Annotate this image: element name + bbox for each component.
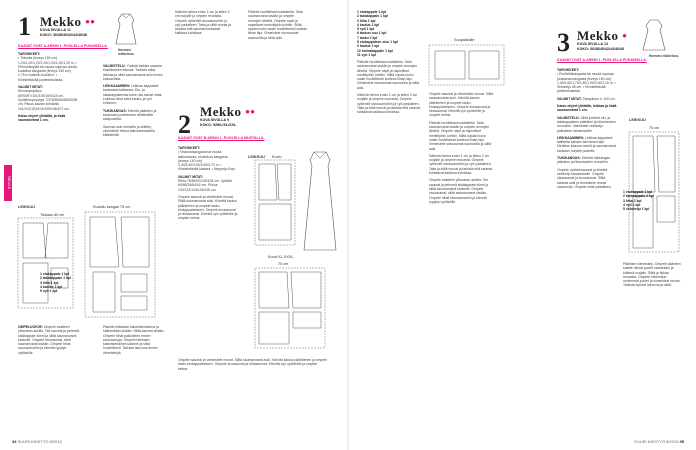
pattern2-layout-b: [255, 268, 325, 348]
pattern2-dress-sketch: [300, 150, 340, 255]
pattern3-col-b: Pääntien viimeistely: Ompele pääntien kaitale oikeat puolet vastakkain ja käännä nurjalle. Silitä ja tikkaa reunasta. Ompele vetoketjun molemmat puolet ja viimeistele helma. Tarkista lopuksi istuvuus ja silitä.: [623, 262, 681, 288]
pattern3-title: Mekko •: [577, 28, 628, 43]
piece-item: 10 helmakappale 1 kpl: [357, 48, 393, 53]
pattern1-sheet-link[interactable]: KAAVAT OVAT A-ARKIN 1. PUOLELLA PUNAISELLA.: [18, 44, 108, 48]
pattern1-col-b: VALMISTELU: Yhdistä kaikkia osaosia keskikohtien kanssa. Tarkista mitat, leikkaa ja silitä saumanvarat auki ennen kokoamista. LEIKKAAMINEN: Leikkaa kappaleet kankaasta taitteesta. Etu- ja takakappaleessa tulee olla samat mitat. Leikkaa hihat sekä kaulus ja vyö erikseen. TUKIKANGAS: Kiinnitä pääntien ja kaulustan juotteeseen silittämällä sisäpuolelta. Saumat ovat ommeltu ja silitetty; viimeistele helma kaksinkertaisella käänteellä.: [103, 64, 163, 138]
piece-item: 6 taskun suu 1 kpl: [357, 31, 387, 36]
pattern3-kuva: KUVA SIVULLA 13: [577, 42, 609, 46]
pattern1-layout-b: [85, 212, 155, 317]
pattern3-pieces: [623, 190, 665, 211]
pattern1-tikkaus-label: Tikkaus 60 cm: [40, 213, 65, 217]
piece-item: 2 takakappale 2 kpl: [623, 194, 654, 199]
pattern3-sheet-link[interactable]: KAAVAT OVAT A-ARKIN 1. PUOLELLA PUNAISELLA.: [557, 58, 647, 62]
pattern1-title: Mekko ••: [40, 14, 96, 29]
pattern1-leikkuu-label: LEIKKUU: [18, 205, 35, 209]
right-footer: SUURI KÄSITYÖ 8/2015 35: [634, 439, 684, 444]
piece-item: 3 hiha 1 kpl: [357, 18, 376, 23]
pattern2-ompelu-bottom: Ompele saumat ja viimeistele reunat. Silitä saumanvarat auki. Kiinnitä kaulus pääntiehen ja ompele tasku etukappaleeseen. Ompele sivusaumat ja hihasaumat. Kiinnitä vyö vyötärölle ja ompele helma.: [178, 358, 327, 371]
pattern1-kuva: KUVA SIVULLA 11: [40, 28, 71, 32]
pattern1-col-c: Pääntie leikataan kaksinkertaisena ja käännetään sisään. Silitä saumat sisään. Ompele hihat paikoilleen ennen sivusaumoja. Ompele helmaan kaksinkertainen käänne ja silitä huolellisesti. Tarkista istuvuus ennen viimeistelyä.: [103, 325, 165, 355]
piece-item: 4 kaulus 1 kpl: [357, 22, 380, 27]
piece-item: 5 vetoketju 1 kpl: [623, 207, 650, 212]
pattern1-col-a: TARVIKKEET: • Trikoota (leveys 150 cm) 1,20/1,20/1,20/1,20/1,20/1,20/1,20 m. • Pehmeämpää tai muuta sopivaa ohutta kudottua kangasta (leveys 150 cm) 1,75 m kaikkiin kokoihin. • Kiinnitettävää juotteenkaistaa. VALMIIT MITAT: Rinnanympärys 89/93/97/101/105/109/115 cm. Vyötärönympärys 72/76/80/84/88/92/98 cm. Pituus kaulan kohdalta 101/102/103/104/105/106/107 cm. Katso ohjeet ylhäältä, ja lisää saumanvarat 1 cm.: [18, 52, 78, 123]
piece-item: 2 takakappale 1 kpl: [357, 14, 388, 19]
pattern2-layout-a: [255, 160, 295, 245]
pattern3-width-label: 75 cm: [649, 126, 660, 130]
piece-item: 5 vyö 1 kpl: [40, 289, 58, 294]
pattern1-kudullu-label: Kudullu kangas 75 cm: [93, 205, 131, 209]
pattern2-kuva: KUVA SIVULLA 9: [200, 118, 230, 122]
pattern2-col-a: TARVIKKEET: • Viskoosikangasta tai muuta laskeutuvaa, ohuehkoa kangasta (leveys 140 cm) 3,40/3,40/3,50/3,50/3,70 m. • Kiinnitettävää kaistaa. • Neppeja 8 kpl. VALMIIT MITAT: Rinta 76/84/92/100/108 cm. Vyötärö 60/68/76/84/92 cm. Pituus 120/122/124/126/128 cm. Ompele saumat ja viimeistele reunat. Silitä saumanvarat auki. Kiinnitä kaulus pääntiehen ja ompele tasku etukappaleeseen. Ompele sivusaumat ja hihasaumat. Kiinnitä vyö vyötärölle ja ompele helma.: [178, 146, 238, 221]
col-continued: Käännä helma ensin 1 cm ja sitten 2 cm nurjalle ja ompele reunasta. Ompele vyölenkit sivusaumoihin ja vyö paikalleen. Taita ja silitä reunat ja tarkista että saumat kohtaavat kaikissa kohdissa.: [175, 10, 231, 36]
right-col-b: Ompele saumat ja viimeistele reunat. Silitä saumanvarat auki. Kiinnitä kaulus pääntiehen ja ompele tasku etukappaleeseen. Ompele sivusaumat ja hihasaumat. Kiinnitä vyö vyötärölle ja ompele helma. Pääntie huolitellaan kaitaleella. Taita saumanvarat sisään ja ompele reunojen läheltä. Ompele napit ja napinlävet merkittyihin kohtiin. Silitä lopuksi koko vaate huolellisesti kostean liinan läpi. Viimeistele sivusaumat saumurilla ja silitä auki. Käännä helma ensin 1 cm ja sitten 2 cm nurjalle ja ompele reunasta. Ompele vyölenkit sivusaumoihin ja vyö paikalleen. Taita ja silitä reunat ja tarkista että saumat kohtaavat kaikissa kohdissa. Ompele vaatteen ylösvaran aukilla. Tee saumat ja pehmeä sisäkappale kiinni ja silitä saumanvarat keskelle. Ompele sivusaumat, silitä saumanvarat sisään. Ompele hihat sivusaumoihin ja kiinnitä rypytys vyötärölle.: [429, 92, 494, 204]
piece-item: 11 vyö 1 kpl: [357, 52, 377, 57]
suojaaikalle-label: Suojaaikalle: [454, 38, 475, 42]
left-footer: 34 SUURI KÄSITYÖ 8/2015: [12, 439, 62, 444]
pattern2-koko: KOKO: S/M/L/XL/XXL: [200, 123, 237, 127]
pattern2-col-b: Pääntie huolitellaan kaitaleella. Taita saumanvarat sisään ja ompele reunojen läheltä. Ompele napit ja napinlävet merkittyihin kohtiin. Silitä lopuksi koko vaate huolellisesti kostean liinan läpi. Viimeistele sivusaumat saumurilla ja silitä auki.: [248, 10, 308, 40]
dress1-sketch: [112, 12, 140, 46]
pattern1-pieces: [40, 272, 80, 293]
pattern2-title: Mekko ••: [200, 104, 256, 119]
piece-item: 9 kaulus 1 kpl: [357, 44, 380, 49]
piece-item: 3 hiha 2 kpl: [623, 198, 642, 203]
right-col-a: Pääntie huolitellaan kaitaleella. Taita saumanvarat sisään ja ompele reunojen läheltä. Ompele napit ja napinlävet merkittyihin kohtiin. Silitä lopuksi koko vaate huolellisesti kostean liinan läpi. Viimeistele sivusaumat saumurilla ja silitä auki. Käännä helma ensin 1 cm ja sitten 2 cm nurjalle ja ompele reunasta. Ompele vyölenkit sivusaumoihin ja vyö paikalleen. Taita ja silitä reunat ja tarkista että saumat kohtaavat kaikissa kohdissa.: [357, 60, 421, 115]
piece-item: 5 vyö 1 kpl: [357, 27, 375, 32]
pattern3-label-a: Hormasi mikkelous.: [649, 54, 680, 58]
pattern1-label-a: Hormasi mikkelous.: [118, 48, 135, 56]
piece-item: 4 kaulus 1 kpl: [40, 284, 63, 289]
pattern1-layout-a: [18, 218, 73, 308]
pattern2-number: 2: [178, 110, 191, 139]
dress3-sketch: [639, 18, 669, 52]
pattern2-kuvio-label: Kuvio: [272, 155, 282, 159]
pattern2-sheet-link[interactable]: KAAVAT OVAT B-ARKIN 1. PUOLELLA MUSTALLA.: [178, 136, 265, 140]
piece-item: 4 vyö 1 kpl: [623, 202, 641, 207]
piece-item: 8 etukappaleen sivu 1 kpl: [357, 40, 398, 45]
left-page: [0, 0, 347, 450]
pattern2-kood-label: Kood XL-XXXL: [268, 255, 294, 259]
pattern2-leikkuu-label: LEIKKUU: [248, 155, 265, 159]
piece-item: 2 takakappale 1 kpl: [40, 276, 71, 281]
piece-item: 1 etukappale 1 kpl: [623, 190, 653, 194]
pattern3-koko: KOKO: 36/38/40/42/44/46/48: [577, 47, 624, 51]
suojaaikalle-diagram: [429, 45, 504, 85]
pattern1-koko: KOKO: 36/38/40/42/44/46/48: [40, 33, 87, 37]
pattern1-ompeluohje: OMPELUOHJE: Ompele vaatteen ylösvaran aukilla. Tee saumat ja pehmeä sisäkappale kiinni ja silitä saumanvarat keskelle. Ompele sivusaumat, silitä saumanvarat sisään. Ompele hihat sivusaumoihin ja kiinnitä rypytys vyötärölle.: [18, 325, 80, 355]
piece-item: 1 etukappale 1 kpl: [40, 272, 70, 276]
pattern2-pieces: [357, 10, 427, 57]
pattern3-number: 3: [557, 28, 570, 57]
piece-item: 1 etukappale 1 kpl: [357, 10, 387, 14]
right-page: [349, 0, 696, 450]
pattern2-kood-width: 70 cm: [278, 262, 289, 266]
pattern3-leikkuu-label: LEIKKUU: [629, 118, 646, 122]
piece-item: 7 tasku 2 kpl: [357, 35, 378, 40]
piece-item: 3 hiha 1 kpl: [40, 280, 59, 285]
pattern1-number: 1: [18, 12, 31, 41]
pattern3-col-a: TARVIKKEET: • Puolivillakangasta tai muuta sopivaa joustavaa kangasta (leveys 150 cm) 1,50/1,60/1,70/1,80/1,90/2,00/2,10 m. • Vetoketju 65 cm. • Kiinnitettävää juotteenkaistaa. VALMIIT MITAT: Takapituus n. 100 cm. Katso ohjeet ylhäältä, leikkaa ja lisää saumanvarat 1 cm. VALMISTELU: Silitä juotteet etu- ja takakappaleen pääntien ja hihansuiden reunoihin. Valmistele vetoketju paikalleen takakeskelle. LEIKKAAMINEN: Leikkaa kappaleet taitteelta kahden kerroksen läpi. Merkitse kaavan merkit ja saumanvarat kankaan nurjalle puolelle. TUKIKANGAS: Kiinnitä tukikangas pääntien ja hihansuiden reunoihin. Ompele vyötärösaumat ja kiinnitä vetoketju takakeskelle. Ompele olkasaumat ja sivusaumat. Silitä saumat auki ja viimeistele reunat saumurilla. Ompele hihat paikalleen.: [557, 68, 617, 189]
side-tab: NEULE: [4, 165, 12, 201]
